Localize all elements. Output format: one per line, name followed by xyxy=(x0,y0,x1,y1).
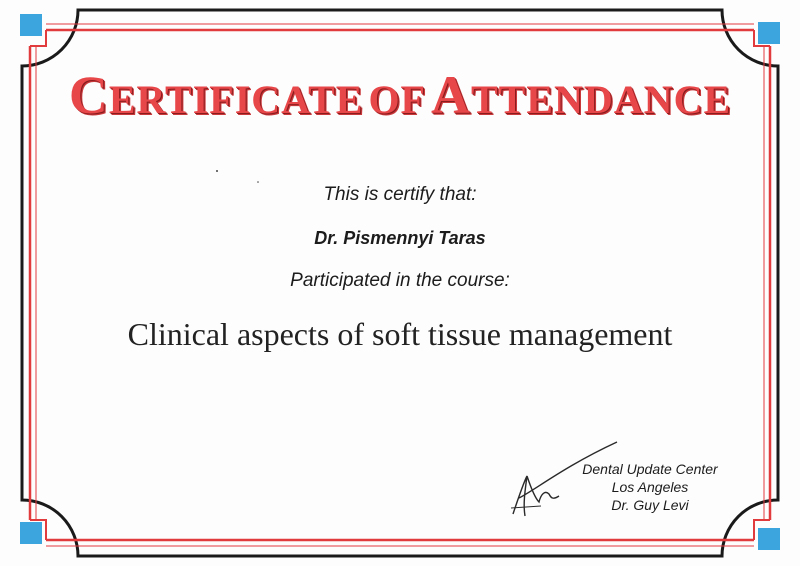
title-word: OF xyxy=(368,77,426,122)
corner-square-icon xyxy=(20,14,42,36)
corner-square-icon xyxy=(20,522,42,544)
issuer-city: Los Angeles xyxy=(611,479,689,495)
issuer-block xyxy=(570,460,730,514)
issuer-organization: Dental Update Center xyxy=(582,461,718,477)
recipient-name: Dr. Pismennyi Taras xyxy=(314,228,486,248)
course-title: Clinical aspects of soft tissue management xyxy=(127,316,673,352)
corner-square-icon xyxy=(758,22,780,44)
participated-line: Participated in the course: xyxy=(290,270,510,291)
title-word: ATTENDANCE xyxy=(430,65,732,125)
corner-square-icon xyxy=(758,528,780,550)
title-word: CERTIFICATE xyxy=(68,65,364,125)
issuer-person: Dr. Guy Levi xyxy=(611,497,689,513)
certify-line: This is certify that: xyxy=(323,184,477,205)
certificate-title xyxy=(0,64,800,126)
